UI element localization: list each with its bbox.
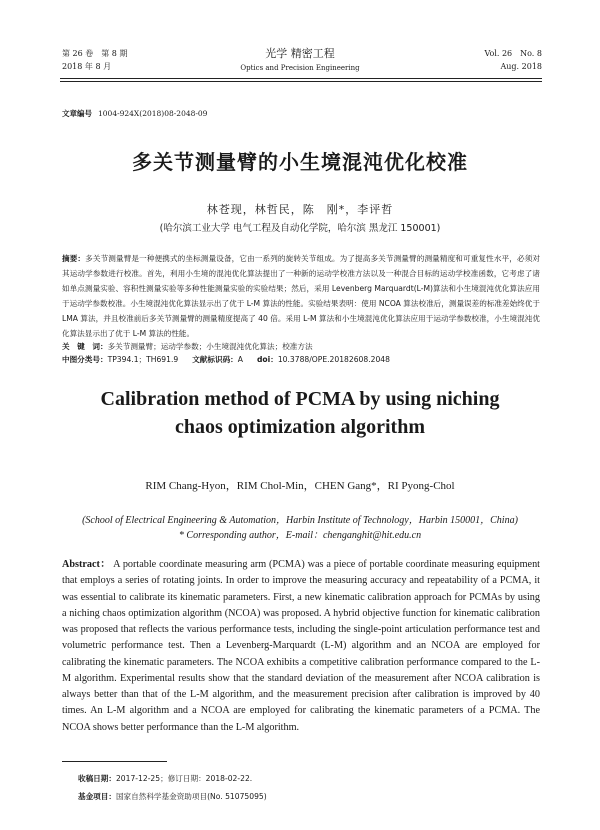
header-rule-thick	[60, 78, 542, 79]
title-en-line2: chaos optimization algorithm	[175, 416, 425, 438]
footnote-fund	[78, 791, 538, 803]
journal-name-cn: 光学 精密工程	[265, 47, 335, 60]
abstract-cn	[62, 252, 540, 341]
abstract-cn-label: 摘要：	[62, 254, 86, 263]
footnote-received	[78, 773, 538, 785]
clc-value: TP394.1；TH691.9	[107, 355, 179, 364]
affiliation-en: (School of Electrical Engineering & Automation，Harbin Institute of Technology，Harbin 150001，China)	[82, 515, 518, 526]
volume-en: Vol. 26 No. 8	[484, 49, 542, 58]
title-en-line1: Calibration method of PCMA by using niching	[100, 388, 500, 410]
received-label: 收稿日期：	[78, 774, 116, 783]
abstract-en-text: A portable coordinate measuring arm (PCMA) was a piece of portable coordinate measuring equipment that employs a series of rotating joints. In order to improve the measuring accuracy and repeatability of a PCMA, it was essential to calibrate its kinematic parameters. First, a new kinematic calibration approach for PCMAs by using a niching chaos optimization algorithm (NCOA) was proposed. A hybrid objective function for kinematic calibration was proposed that reflects the various performance tests, including the single-point articulation performance test and volumetric performance test. Then a Levenberg-Marquardt (L-M) algorithm and an NCOA are employed for calibrating the kinematic parameters. The NCOA exhibits a competitive calibration performance compared to the L-M algorithm. Experimental results show that the standard deviation of the measurement after NCOA calibration is always better than that of the L-M algorithm, and the measurement precision after calibration is improved by 40 times. An L-M algorithm and a NCOA are employed for calibrating the kinematic parameters of a PCMA. The NCOA shows better performance than the L-M algorithm.	[62, 559, 540, 733]
journal-name-en: Optics and Precision Engineering	[240, 64, 360, 72]
keywords-cn	[62, 341, 540, 353]
authors-en: RIM Chang-Hyon，RIM Chol-Min，CHEN Gang*，RI Pyong-Chol	[145, 480, 455, 492]
authors-cn: 林苍现，林哲民，陈 刚*，李评哲	[206, 203, 394, 216]
corresponding-author: * Corresponding author，E-mail：chenganghit@hit.edu.cn	[178, 530, 422, 541]
abstract-cn-text: 多关节测量臂是一种便携式的坐标测量设备，它由一系列的旋转关节组成。为了提高多关节测量臂的测量精度和可重复性水平，必须对其运动学参数进行校准。首先，利用小生境的混沌优化算法提出了一种新的运动学校准方法以及一种混合目标的运动学校准函数，它考虑了诸如单点测量实验、容积性测量实验等多种性能测量实验的实验结果；然后，采用 Levenberg Marquardt(L-M)算法和小生境混沌优化算法应用于运动学参数校准。小生境混沌优化算法显示出了优于 L-M 算法的性能。实验结果表明：使用 NCOA 算法校准后，测量误差的标准差始终优于 LMA 算法，并且校准前后多关节测量臂的测量精度提高了 40 倍。采用 L-M 算法和小生境混沌优化算法应用于运动学参数校准，小生境混沌优化算法显示出了优于 L-M 算法的性能。	[62, 254, 540, 338]
date-en: Aug. 2018	[500, 62, 542, 71]
doi-value: 10.3788/OPE.20182608.2048	[277, 355, 390, 364]
fund-value: 国家自然科学基金资助项目(No. 51075095)	[115, 792, 267, 801]
keywords-cn-text: 多关节测量臂；运动学参数；小生境混沌优化算法；校准方法	[107, 342, 313, 351]
header-right	[484, 47, 542, 73]
article-id-value: 1004-924X(2018)08-2048-09	[98, 109, 208, 118]
header-center	[200, 46, 400, 74]
title-cn: 多关节测量臂的小生境混沌优化校准	[132, 150, 468, 174]
abstract-en-label: Abstract：	[62, 559, 111, 570]
title-en	[60, 385, 540, 441]
header-rule-thin	[60, 81, 542, 82]
classification-line	[62, 354, 540, 366]
clc-label: 中图分类号：	[62, 355, 108, 364]
article-id-label: 文章编号	[62, 109, 92, 118]
doc-code-value: A	[237, 355, 243, 364]
header-left	[62, 47, 127, 73]
affiliation-cn: (哈尔滨工业大学 电气工程及自动化学院，哈尔滨 黑龙江 150001)	[159, 223, 441, 234]
abstract-en	[62, 557, 540, 736]
keywords-cn-label: 关 键 词：	[62, 342, 108, 351]
date-cn: 2018 年 8 月	[62, 62, 112, 71]
received-value: 2017-12-25；修订日期：2018-02-22.	[115, 774, 253, 783]
doc-code-label: 文献标识码：	[192, 355, 238, 364]
footnote-rule	[62, 761, 167, 762]
volume-cn: 第 26 卷 第 8 期	[62, 49, 128, 58]
fund-label: 基金项目：	[78, 792, 116, 801]
doi-label: doi：	[256, 355, 278, 364]
article-id	[62, 108, 207, 119]
affiliation-en-block	[60, 513, 540, 543]
